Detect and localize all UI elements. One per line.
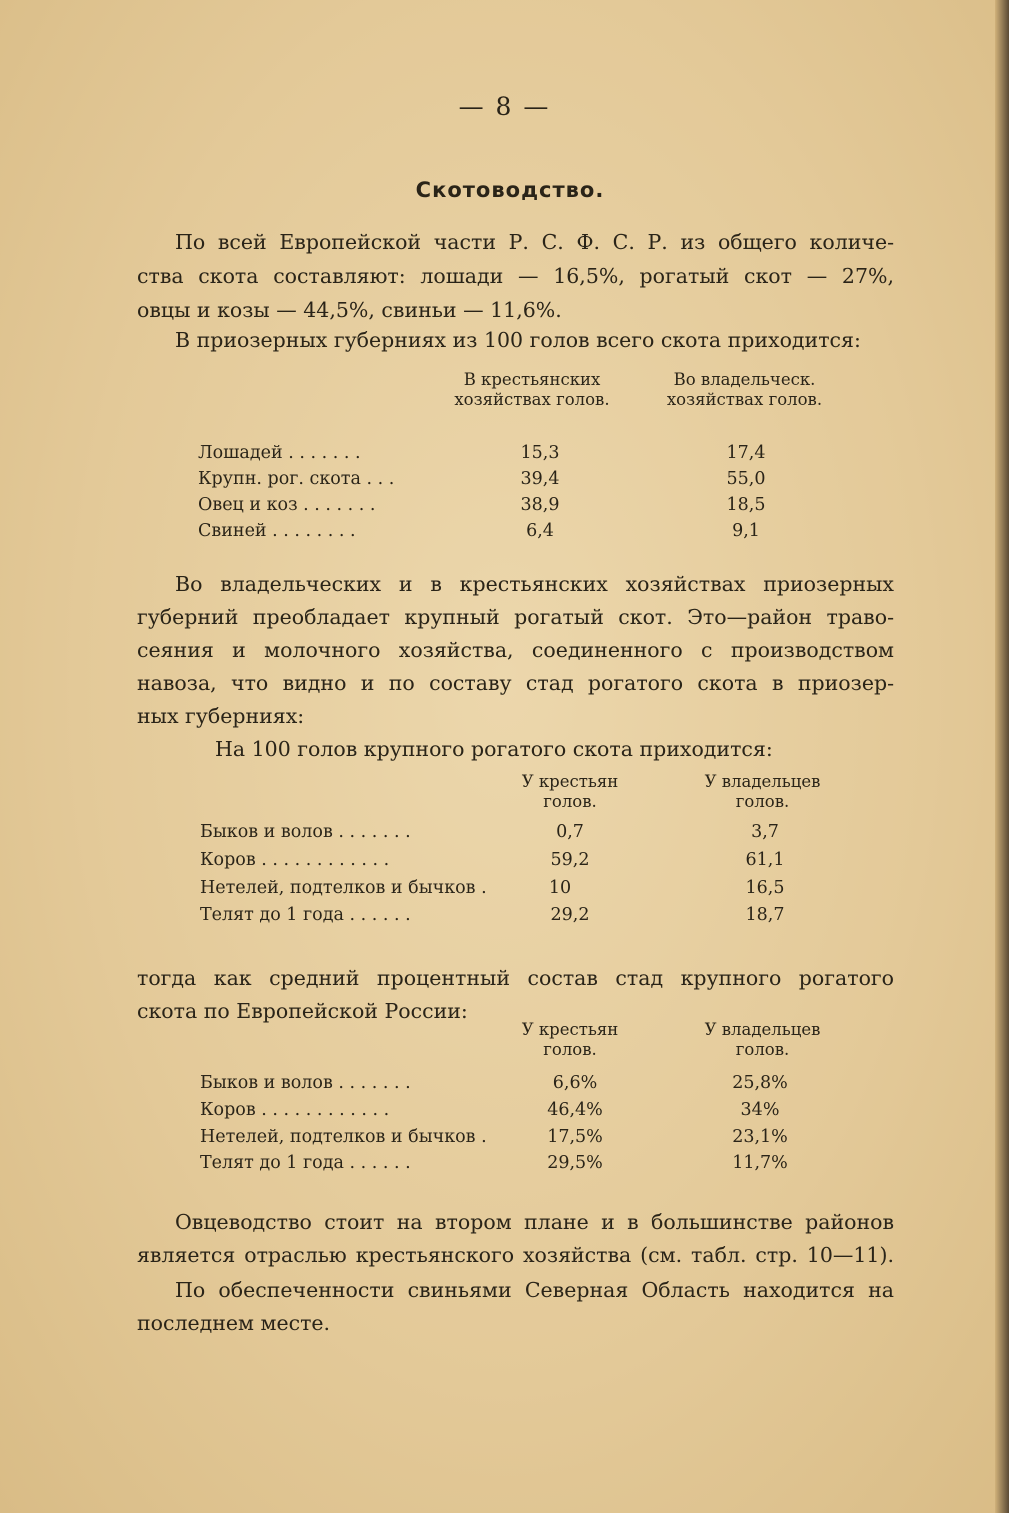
table1-cell: 9,1 [732, 521, 760, 541]
table1-col1-header: В крестьянских хозяйствах голов. [454, 370, 610, 409]
table2-cell: 3,7 [751, 822, 779, 842]
table1-row-label: Свиней . . . . . . . . [198, 521, 356, 541]
table2-row-label: Телят до 1 года . . . . . . [200, 905, 411, 925]
text-line: ства скота составляют: лошади — 16,5%, рогатый скот — 27%, [137, 264, 894, 288]
table2-cell: 29,2 [550, 905, 590, 925]
table3-row-label: Быков и волов . . . . . . . [200, 1073, 411, 1093]
table2-cell: 16,5 [745, 878, 785, 898]
table2-cell: 10 [548, 878, 572, 898]
table1-cell: 38,9 [520, 495, 560, 515]
table3-cell: 34% [740, 1100, 780, 1120]
text-line: Овцеводство стоит на втором плане и в большинстве районов [175, 1210, 894, 1234]
section-title: Скотоводство. [415, 178, 605, 202]
text-line: навоза, что видно и по составу стад рогатого скота в приозер- [137, 671, 894, 695]
table3-cell: 6,6% [552, 1073, 598, 1093]
table3-row-label: Телят до 1 года . . . . . . [200, 1153, 411, 1173]
table1-cell: 39,4 [520, 469, 560, 489]
table1-cell: 18,5 [726, 495, 766, 515]
page-number: — 8 — [458, 92, 551, 121]
text-line: По всей Европейской части Р. С. Ф. С. Р. из общего количе- [175, 230, 894, 254]
table3-row-label: Коров . . . . . . . . . . . . [200, 1100, 390, 1120]
text-line: последнем месте. [137, 1311, 331, 1335]
table3-cell: 46,4% [547, 1100, 603, 1120]
text-line: губерний преобладает крупный рогатый скот. Это—район траво- [137, 605, 894, 629]
page-edge-shadow [995, 0, 1009, 1513]
text-line: ных губерниях: [137, 704, 305, 728]
table3-cell: 17,5% [547, 1127, 603, 1147]
table1-col2-header: Во владельческ. хозяйствах голов. [666, 370, 823, 409]
text-line: овцы и козы — 44,5%, свиньи — 11,6%. [137, 298, 562, 322]
table1-row-label: Лошадей . . . . . . . [198, 443, 361, 463]
table1-row-label: Овец и коз . . . . . . . [198, 495, 376, 515]
table3-col2-header: У владельцев голов. [704, 1020, 821, 1059]
table1-row-label: Крупн. рог. скота . . . [198, 469, 395, 489]
table2-cell: 0,7 [556, 822, 584, 842]
table1-cell: 6,4 [526, 521, 554, 541]
table3-col1-header: У крестьян голов. [521, 1020, 619, 1059]
table3-cell: 25,8% [732, 1073, 788, 1093]
text-line: является отраслью крестьянского хозяйства (см. табл. стр. 10—11). [137, 1243, 894, 1267]
table3-row-label: Нетелей, подтелков и бычков . [200, 1127, 487, 1147]
table2-intro: На 100 голов крупного рогатого скота приходится: [215, 737, 773, 761]
table1-cell: 17,4 [726, 443, 766, 463]
table2-row-label: Нетелей, подтелков и бычков . [200, 878, 487, 898]
table2-cell: 18,7 [745, 905, 785, 925]
table2-cell: 59,2 [550, 850, 590, 870]
table1-intro: В приозерных губерниях из 100 голов всего скота приходится: [175, 328, 861, 352]
table2-row-label: Быков и волов . . . . . . . [200, 822, 411, 842]
text-line: тогда как средний процентный состав стад крупного рогатого [137, 966, 894, 990]
text-line: Во владельческих и в крестьянских хозяйствах приозерных [175, 572, 894, 596]
table3-cell: 29,5% [547, 1153, 603, 1173]
table1-cell: 15,3 [520, 443, 560, 463]
text-line: сеяния и молочного хозяйства, соединенного с производством [137, 638, 894, 662]
table2-col2-header: У владельцев голов. [704, 772, 821, 811]
table3-cell: 11,7% [732, 1153, 788, 1173]
text-line: скота по Европейской России: [137, 999, 468, 1023]
table2-col1-header: У крестьян голов. [521, 772, 619, 811]
table2-cell: 61,1 [745, 850, 785, 870]
table1-cell: 55,0 [726, 469, 766, 489]
table2-row-label: Коров . . . . . . . . . . . . [200, 850, 390, 870]
text-line: По обеспеченности свиньями Северная Область находится на [175, 1278, 894, 1302]
table3-cell: 23,1% [732, 1127, 788, 1147]
